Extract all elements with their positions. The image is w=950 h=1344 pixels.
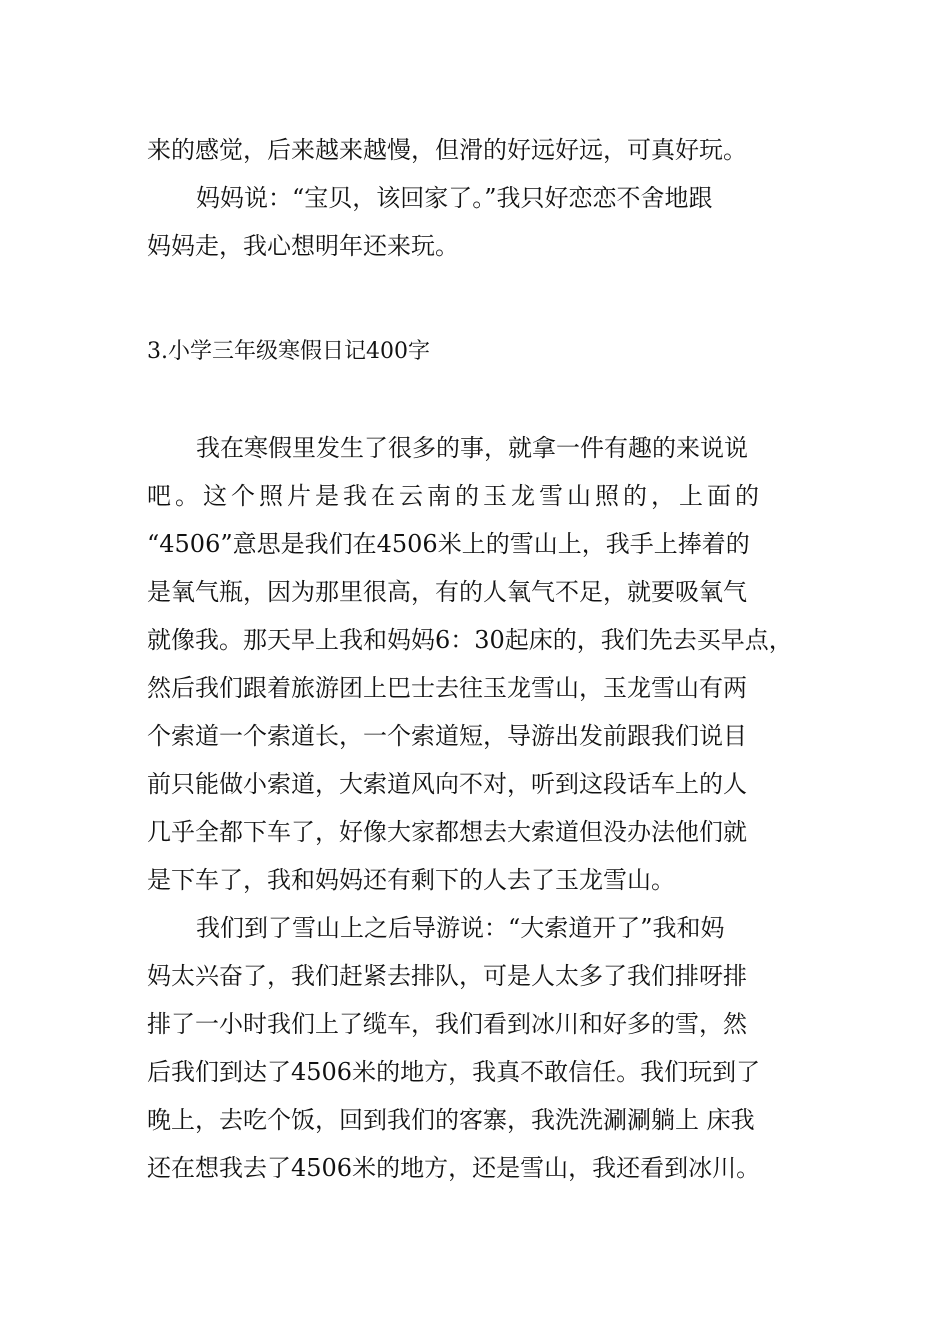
paragraph-line: 是氧气瓶，因为那里很高，有的人氧气不足，就要吸氧气 [147,578,747,606]
paragraph-line: 妈太兴奋了，我们赶紧去排队，可是人太多了我们排呀排 [147,962,747,990]
paragraph-line: 是下车了，我和妈妈还有剩下的人去了玉龙雪山。 [147,866,675,894]
paragraph-line: 前只能做小索道，大索道风向不对，听到这段话车上的人 [147,770,747,798]
paragraph-line: 我们到了雪山上之后导游说：“大索道开了”我和妈 [196,914,725,942]
paragraph-line: 几乎全都下车了，好像大家都想去大索道但没办法他们就 [147,818,747,846]
paragraph-line: 排了一小时我们上了缆车，我们看到冰川和好多的雪，然 [147,1010,747,1038]
paragraph-line: 后我们到达了4506米的地方，我真不敢信任。我们玩到了 [147,1058,761,1086]
section-heading: 3.小学三年级寒假日记400字 [147,339,430,364]
paragraph-line: 个索道一个索道长，一个索道短，导游出发前跟我们说目 [147,722,747,750]
paragraph-line: 来的感觉，后来越来越慢，但滑的好远好远，可真好玩。 [147,136,747,164]
paragraph-line: 然后我们跟着旅游团上巴士去往玉龙雪山，玉龙雪山有两 [147,674,747,702]
paragraph-line: 还在想我去了4506米的地方，还是雪山，我还看到冰川。 [147,1154,761,1182]
paragraph-line: 妈妈说：“宝贝，该回家了。”我只好恋恋不舍地跟 [196,184,713,212]
paragraph-line: 妈妈走，我心想明年还来玩。 [147,232,459,260]
paragraph-line: 我在寒假里发生了很多的事，就拿一件有趣的来说说 [196,434,748,462]
paragraph-line: “4506”意思是我们在4506米上的雪山上，我手上捧着的 [147,530,750,558]
paragraph-line: 吧。这个照片是我在云南的玉龙雪山照的，上面的 [147,482,763,510]
paragraph-line: 就像我。那天早上我和妈妈6：30起床的，我们先去买早点， [147,626,793,654]
paragraph-line: 晚上，去吃个饭，回到我们的客寨，我洗洗涮涮躺上 床我 [147,1106,755,1134]
